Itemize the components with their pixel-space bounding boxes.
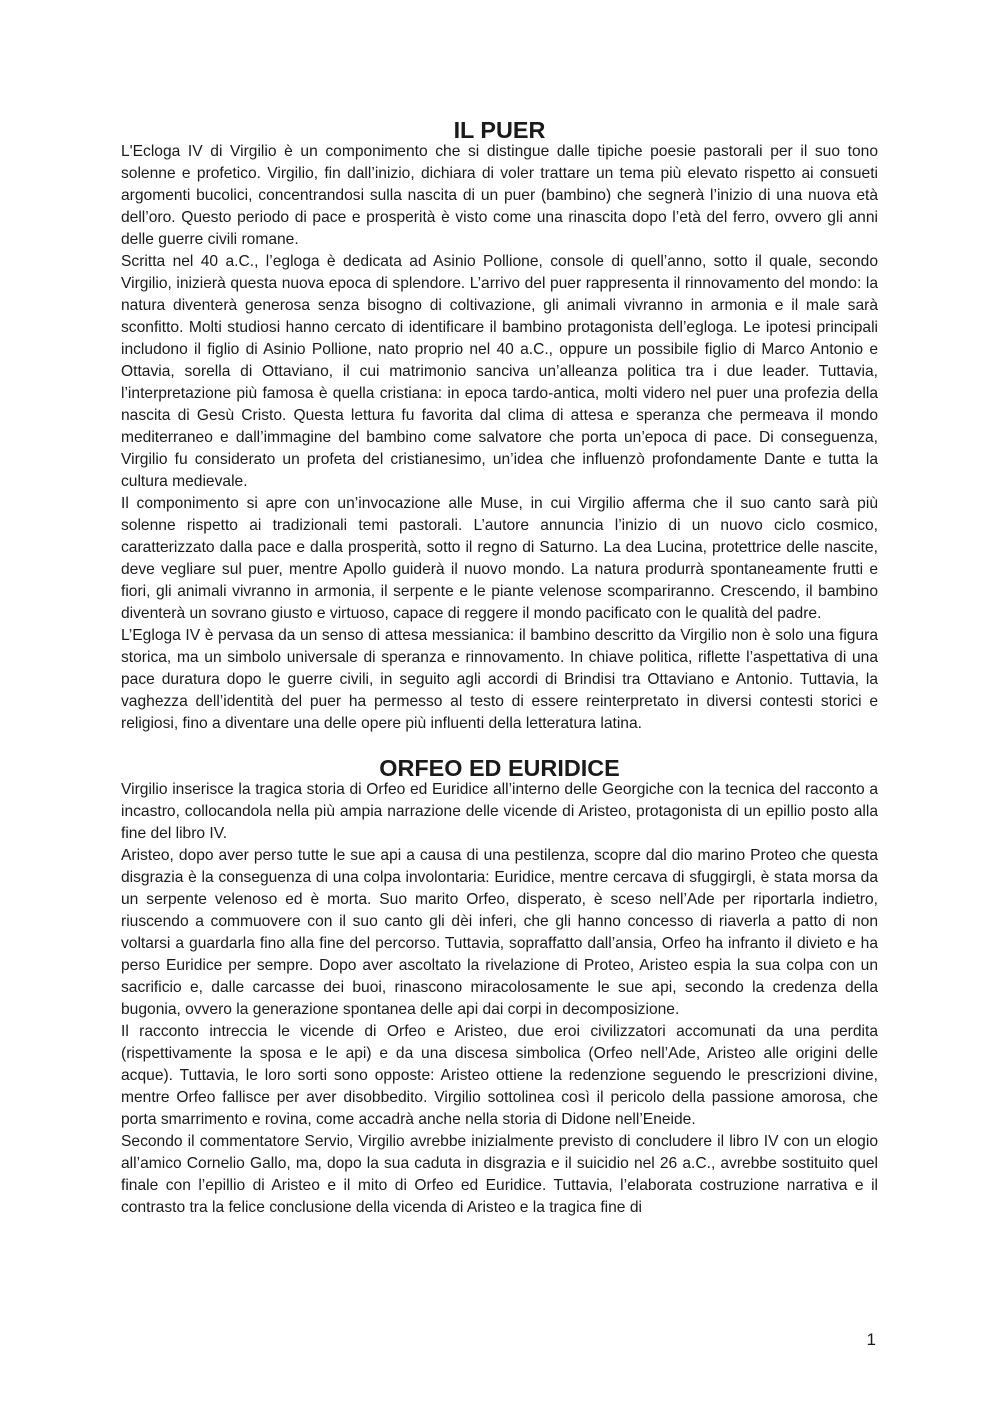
paragraph: Il componimento si apre con un’invocazione alle Muse, in cui Virgilio afferma che il suo canto sarà più solenne rispetto ai tradizionali temi pastorali. L’autore annuncia l’inizio di un nuovo ciclo cosmico, caratterizzato dalla pace e dalla prosperità, sotto il regno di Saturno. La dea Lucina, protettrice delle nascite, deve vegliare sul puer, mentre Apollo guiderà il nuovo mondo. La natura produrrà spontaneamente frutti e fiori, gli animali vivranno in armonia, il serpente e le piante velenose scompariranno. Crescendo, il bambino diventerà un sovrano giusto e virtuoso, capace di reggere il mondo pacificato con le qualità del padre. xyxy=(121,495,878,622)
paragraph: Secondo il commentatore Servio, Virgilio avrebbe inizialmente previsto di concludere il libro IV con un elogio all’amico Cornelio Gallo, ma, dopo la sua caduta in disgrazia e il suicidio nel 26 a.C., avrebbe sostituito quel finale con l’epillio di Aristeo e il mito di Orfeo ed Euridice. Tuttavia, l’elaborata costruzione narrativa e il contrasto tra la felice conclusione della vicenda di Aristeo e la tragica fine di xyxy=(121,1133,878,1216)
paragraph: L’Egloga IV è pervasa da un senso di attesa messianica: il bambino descritto da Virgilio non è solo una figura storica, ma un simbolo universale di speranza e rinnovamento. In chiave politica, riflette l’aspettativa di una pace duratura dopo le guerre civili, in seguito agli accordi di Brindisi tra Ottaviano e Antonio. Tuttavia, la vaghezza dell’identità del puer ha permesso al testo di essere reinterpretato in diversi contesti storici e religiosi, fino a diventare una delle opere più influenti della letteratura latina. xyxy=(121,627,878,732)
page-content xyxy=(121,119,878,1219)
paragraph: Virgilio inserisce la tragica storia di Orfeo ed Euridice all’interno delle Georgiche con la tecnica del racconto a incastro, collocandola nella più ampia narrazione delle vicende di Aristeo, protagonista di un epillio posto alla fine del libro IV. xyxy=(121,781,878,842)
paragraph: Aristeo, dopo aver perso tutte le sue api a causa di una pestilenza, scopre dal dio marino Proteo che questa disgrazia è la conseguenza di una colpa involontaria: Euridice, mentre cercava di sfuggirgli, è stata morsa da un serpente velenoso ed è morta. Suo marito Orfeo, disperato, è sceso nell’Ade per riportarla indietro, riuscendo a commuovere con il suo canto gli dèi inferi, che gli hanno concesso di riaverla a patto di non voltarsi a guardarla fino alla fine del percorso. Tuttavia, sopraffatto dall’ansia, Orfeo ha infranto il divieto e ha perso Euridice per sempre. Dopo aver ascoltato la rivelazione di Proteo, Aristeo espia la sua colpa con un sacrificio e, dalle carcasse dei buoi, rinascono miracolosamente le sue api, secondo la credenza della bugonia, ovvero la generazione spontanea delle api dai corpi in decomposizione. xyxy=(121,847,878,1018)
page-number: 1 xyxy=(866,1330,876,1349)
section-title-orfeo-ed-euridice: ORFEO ED EURIDICE xyxy=(379,755,620,781)
section-spacer xyxy=(121,735,878,757)
paragraph: L'Ecloga IV di Virgilio è un componimento che si distingue dalle tipiche poesie pastorali per il suo tono solenne e profetico. Virgilio, fin dall’inizio, dichiara di voler trattare un tema più elevato rispetto ai consueti argomenti bucolici, concentrandosi sulla nascita di un puer (bambino) che segnerà l’inizio di una nuova età dell’oro. Questo periodo di pace e prosperità è visto come una rinascita dopo l’età del ferro, ovvero gli anni delle guerre civili romane. xyxy=(121,143,878,248)
paragraph: Scritta nel 40 a.C., l’egloga è dedicata ad Asinio Pollione, console di quell’anno, sotto il quale, secondo Virgilio, inizierà questa nuova epoca di splendore. L’arrivo del puer rappresenta il rinnovamento del mondo: la natura diventerà generosa senza bisogno di coltivazione, gli animali vivranno in armonia e il male sarà sconfitto. Molti studiosi hanno cercato di identificare il bambino protagonista dell’egloga. Le ipotesi principali includono il figlio di Asinio Pollione, nato proprio nel 40 a.C., oppure un possibile figlio di Marco Antonio e Ottavia, sorella di Ottaviano, il cui matrimonio sanciva un’alleanza politica tra i due leader. Tuttavia, l’interpretazione più famosa è quella cristiana: in epoca tardo-antica, molti videro nel puer una profezia della nascita di Gesù Cristo. Questa lettura fu favorita dal clima di attesa e speranza che permeava il mondo mediterraneo e dall’immagine del bambino come salvatore che porta un’epoca di pace. Di conseguenza, Virgilio fu considerato un profeta del cristianesimo, un’idea che influenzò profondamente Dante e tutta la cultura medievale. xyxy=(121,253,878,490)
paragraph: Il racconto intreccia le vicende di Orfeo e Aristeo, due eroi civilizzatori accomunati da una perdita (rispettivamente la sposa e le api) e da una discesa simbolica (Orfeo nell’Ade, Aristeo alle origini delle acque). Tuttavia, le loro sorti sono opposte: Aristeo ottiene la redenzione seguendo le prescrizioni divine, mentre Orfeo fallisce per aver disobbedito. Virgilio sottolinea così il pericolo della passione amorosa, che porta smarrimento e rovina, come accadrà anche nella storia di Didone nell’Eneide. xyxy=(121,1023,878,1128)
section-title-il-puer: IL PUER xyxy=(453,117,546,143)
